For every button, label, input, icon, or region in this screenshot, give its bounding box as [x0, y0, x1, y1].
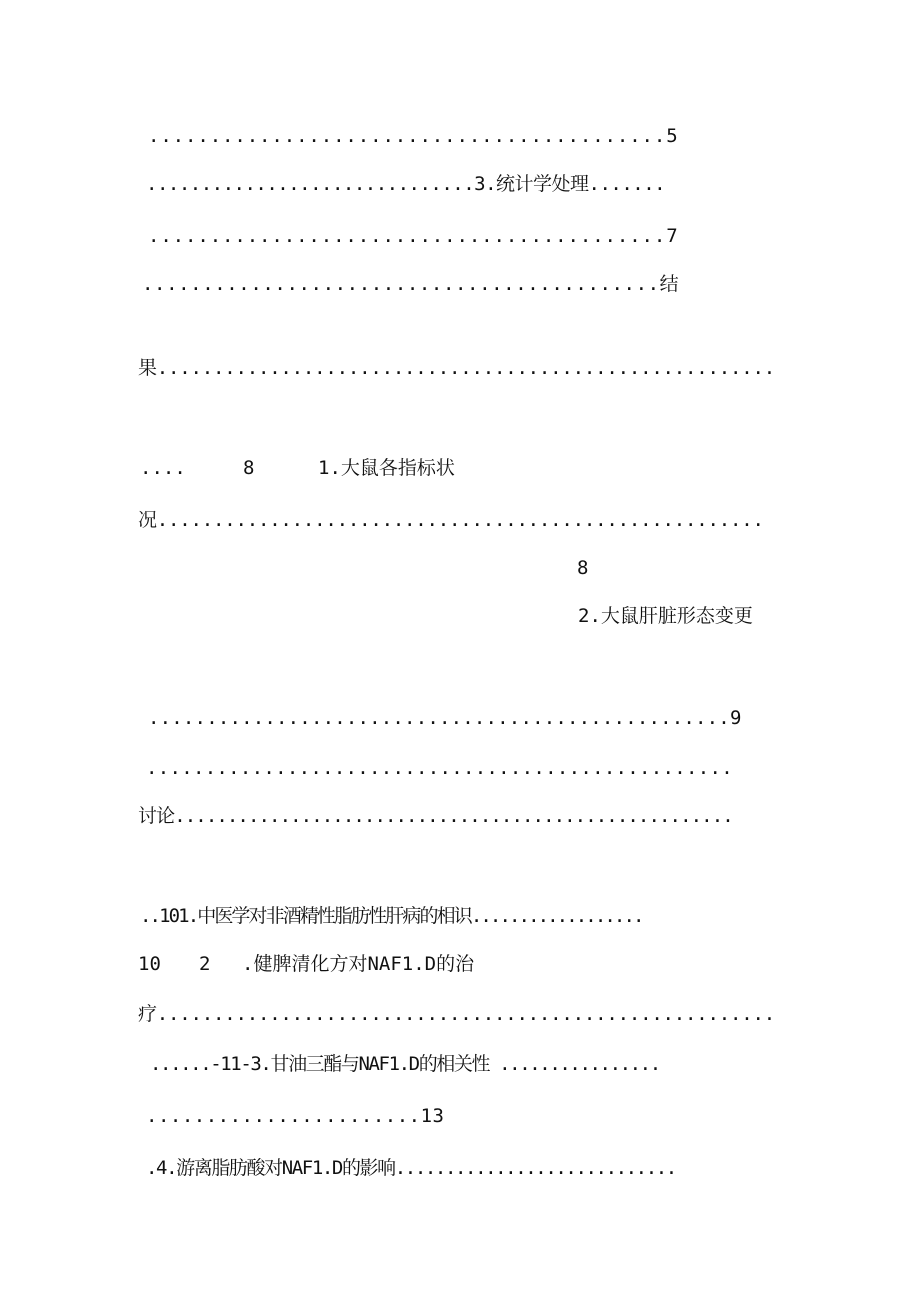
toc-entry-title: .健脾清化方对NAF1.D的治 [242, 953, 475, 975]
toc-line: ...........................................结 [142, 273, 680, 295]
toc-line: ..........................................7 [148, 225, 679, 247]
toc-line: ..................................................9 [148, 707, 742, 729]
toc-line: ......-11-3.甘油三酯与NAF1.D的相关性 ................ [150, 1053, 660, 1075]
toc-entry-title: 1.大鼠各指标状 [318, 457, 455, 479]
toc-line: .................................................. [146, 757, 733, 779]
toc-line: 况...................................................... [138, 509, 764, 531]
toc-line: 疗....................................................... [138, 1003, 775, 1025]
toc-page-number: 10 [138, 953, 161, 975]
toc-line: .4.游离脂肪酸对NAF1.D的影响............................ [146, 1157, 676, 1179]
toc-line: ..........................................5 [148, 125, 679, 147]
toc-line: .... [140, 457, 186, 479]
toc-line: 讨论..................................................... [138, 805, 733, 827]
toc-page-number: 8 [577, 557, 589, 579]
toc-line: 果....................................................... [138, 357, 775, 379]
toc-entry-title: 2.大鼠肝脏形态变更 [578, 605, 753, 627]
toc-line: ..101.中医学对非酒精性脂肪性肝病的相识.................. [140, 905, 643, 927]
toc-page-number: 2 [199, 953, 211, 975]
toc-line: .......................13 [146, 1105, 445, 1127]
toc-page-number: 8 [243, 457, 255, 479]
toc-line: ..............................3.统计学处理....... [146, 173, 666, 195]
